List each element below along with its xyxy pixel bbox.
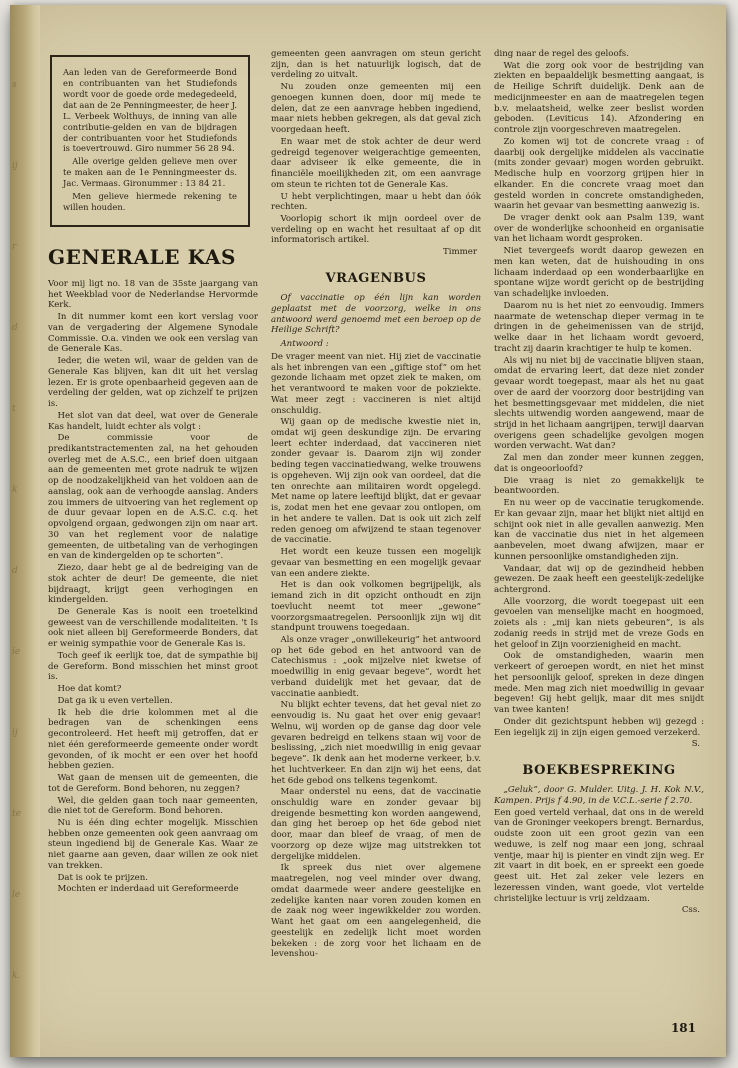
- paragraph: Alle voorzorg, die wordt toegepast uit een gevoelen van menselijke macht en hoogmoed, zoiets als : „mij kan niets gebeuren”, is als zodanig reeds in strijd met de vreze Gods en het geloof in Zijn voorzienigheid en macht.: [494, 596, 704, 650]
- paragraph: ij: [12, 161, 18, 171]
- paragraph: Alle overige gelden gelieve men over te maken aan de 1e Penningmeester ds. Jac. Vermaas. Gironummer : 13 84 21.: [63, 156, 237, 189]
- paragraph: Ik heb die drie kolommen met al die bedragen van de schenkingen eens gecontroleerd. Het heeft mij getroffen, dat er niet één gereformeerde gemeente onder wordt gevonden, of ik mocht er een over het hoofd hebben gezien.: [48, 707, 258, 772]
- paragraph: Het is dan ook volkomen begrijpelijk, als iemand zich in dit opzicht onthoudt en zijn toevlucht neemt tot meer „gewone” voorzorgsmaatregelen. Persoonlijk zijn wij dit standpunt trouwens toegedaan.: [271, 580, 481, 634]
- paragraph: En waar met de stok achter de deur werd gedreigd tegenover weigerachtige gemeenten, daar adviseer ik elke gemeente, die in financiële moeilijkheden zit, om een aanvrage om steun te richten tot de Generale Kas.: [271, 136, 481, 190]
- paragraph: ding naar de regel des geloofs.: [494, 49, 629, 59]
- paragraph: Zal men dan zonder meer kunnen zeggen, dat is ongeoorloofd?: [494, 453, 704, 474]
- paragraph: Mochten er inderdaad uit Gereformeerde: [57, 884, 239, 895]
- magazine-page: [10, 5, 726, 1057]
- paragraph: t: [12, 404, 16, 414]
- paragraph: Onder dit gezichtspunt hebben wij gezegd : Een iegelijk zij in zijn eigen gemoed verzekerd.: [494, 716, 704, 738]
- paragraph: Ieder, die weten wil, waar de gelden van de Generale Kas blijven, kan dit uit het verslag lezen. Er is grote openbaarheid gegeven aan de verdeling der gelden, wat op zichzelf te prijzen is.: [48, 356, 258, 410]
- paragraph: Vandaar, dat wij op de gezindheid hebben gewezen. De zaak heeft een geestelijk-zedelijke achtergrond.: [494, 563, 704, 595]
- paragraph: Ook de omstandigheden, waarin men verkeert of geroepen wordt, en niet het minst het persoonlijk geloof, spreken in deze dingen mede. Men mag zich niet moedwillig in gevaar begeven! Gij hebt gelijk, maar dit mes snijdt van twee kanten!: [494, 651, 704, 716]
- paragraph: Het slot van dat deel, wat over de Generale Kas handelt, luidt echter als volgt :: [48, 410, 258, 432]
- paragraph: Ik spreek dus niet over algemene maatregelen, nog veel minder over dwang, omdat daarmede weer andere geestelijke en zedelijke kanten naar voren zouden komen en de zaak nog weer ingewikkelder zou worden. Want het gaat om een aangelegenheid, die geestelijk en zedelijk licht moet worden bekeken : de zorg voor het lichaam en de levenshou-: [271, 863, 481, 960]
- signature-css: Css.: [681, 905, 700, 916]
- paragraph: De Generale Kas is nooit een troetelkind geweest van de verschillende modaliteiten. 't Is ook niet alleen bij Gereformeerde Bonders, dat er weinig sympathie voor de Generale Kas is.: [48, 607, 258, 650]
- paragraph: Als onze vrager „onwillekeurig” het antwoord op het 6de gebod en het antwoord van de Catechismus : „ook mijzelve niet kwetse of moedwillig in enig gevaar begeve”, wordt het verband duidelijk met het gevaar, dat de vaccinatie aanbiedt.: [271, 634, 481, 699]
- paragraph: Voorlopig schort ik mijn oordeel over de verdeling op en wacht het resultaat af op dit informatorisch artikel.: [271, 214, 481, 246]
- vragenbus-body: [271, 352, 481, 960]
- paragraph: Voor mij ligt no. 18 van de 35ste jaargang van het Weekblad voor de Nederlandse Hervormde Kerk.: [48, 278, 258, 311]
- notice-box: [50, 55, 250, 227]
- paragraph: Een goed verteld verhaal, dat ons in de wereld van de Groninger veekopers brengt. Bernardus, oudste zoon uit een groot gezin van een weduwe, is zelf nog maar een jong, schraal ventje, maar hij is pienter en vindt zijn weg. Er zit vaart in dit boek, en er spreekt een goede geest uit. Het zal zeker vele lezers en lezeressen vinden, want goede, vlot vertelde christelijke lectuur is vrij zeldzaam.: [494, 807, 704, 904]
- paragraph: Toch geef ik eerlijk toe, dat de sympathie bij de Gereform. Bond misschien het minst groot is.: [48, 650, 258, 683]
- boekbespreking-header: „Geluk”, door G. Mulder. Uitg. J. H. Kok N.V., Kampen. Prijs f 4.90, in de V.C.L.-serie f 2.70.: [494, 785, 704, 806]
- paragraph: Niet tevergeefs wordt daarop gewezen en men kan weten, dat de huishouding in ons lichaam inderdaad op een wonderbaarlijke en spontane wijze wordt gericht op de bestrijding van schadelijke invloeden.: [494, 246, 704, 300]
- signature-s: S.: [691, 739, 700, 750]
- paragraph: Zo komen wij tot de concrete vraag : of daarbij ook dergelijke middelen als vaccinatie (mits zonder gevaar) mogen worden gebruikt. Medische hulp en voorzorg grijpen hier in elkander. En die concrete vraag moet dan gesteld worden in concrete omstandigheden, waarin het gevaar van besmetting aanwezig is.: [494, 136, 704, 212]
- paragraph: Nu zouden onze gemeenten mij een genoegen kunnen doen, door mij mede te delen, dat ze een aanvrage hebben ingediend, maar niets hebben gekregen, als dat geval zich voorgedaan heeft.: [271, 82, 481, 136]
- paragraph: Dat is ook te prijzen.: [57, 872, 149, 883]
- paragraph: Wat gaan de mensen uit de gemeenten, die tot de Gereform. Bond behoren, nu zeggen?: [48, 773, 258, 794]
- article-title-boekbespreking: BOEKBESPREKING: [522, 763, 676, 778]
- paragraph: Het wordt een keuze tussen een mogelijk gevaar van besmetting en een mogelijk gevaar van een andere ziekte.: [271, 547, 481, 579]
- page-number: 181: [670, 1021, 696, 1035]
- paragraph: Daarom nu is het niet zo eenvoudig. Immers naarmate de wetenschap dieper vermag in te dringen in de geheimenissen van de strijd, welke daar in het lichaam wordt gevoerd, tracht zij daarin krachtiger te hulp te komen.: [494, 300, 704, 354]
- paragraph: Men gelieve hiermede rekening te willen houden.: [63, 191, 237, 213]
- paragraph: Wij gaan op de medische kwestie niet in, omdat wij geen deskundige zijn. De ervaring leert echter inderdaad, dat vaccineren niet zonder gevaar is. Daarom zijn wij zonder beding tegen vaccinatiedwang, welke trouwens is opgeheven. Wij zijn ook van oordeel, dat die ten onrechte aan militairen wordt opgelegd. Met name op latere leeftijd blijkt, dat er gevaar is, zodat men het ene gevaar zou ontlopen, om in het andere te vallen. Dat is ook uit zich zelf reden genoeg om afwijzend te staan tegenover de vaccinatie.: [271, 417, 481, 546]
- paragraph: Ziezo, daar hebt ge al de bedreiging van de stok achter de deur! De gemeente, die niet bijdraagt, krijgt geen verhogingen en kindergelden.: [48, 563, 258, 606]
- paragraph: Wat die zorg ook voor de bestrijding van ziekten en bepaaldelijk besmetting aangaat, is de Heilige Schrift duidelijk. Denk aan de medicijnmeester en aan de maatregelen tegen b.v. melaatsheid, welke zeer beslist worden geboden. (Leviticus 14). Afzondering en controle zijn voorgeschreven maatregelen.: [494, 60, 704, 136]
- signature-timmer: Timmer: [443, 247, 477, 258]
- paragraph: Nu is één ding echter mogelijk. Misschien hebben onze gemeenten ook geen aanvraag om steun ingediend bij de Generale Kas. Waar ze niet gaarne aan geven, daar willen ze ook niet van trekken.: [48, 817, 258, 871]
- vragenbus-answer-label: Antwoord :: [280, 339, 329, 350]
- paragraph: De commissie voor de predikantstractementen zal, na het gehouden overleg met de A.S.C., een brief doen uitgaan aan de gemeenten met grote nadruk te wijzen op de noodzakelijkheid van het voldoen aan de aanslag, ook aan de verhoogde aanslag. Anders zou immers de uitvoering van het reglement op de duur gevaar lopen en de A.S.C. c.q. het opvolgend orgaan, gedwongen zijn om naar art. 30 van het reglement voor de nalatige gemeenten, de uitbetaling van de verhogingen en van de kindergelden op te schorten”.: [48, 433, 258, 562]
- paragraph: Maar onderstel nu eens, dat de vaccinatie onschuldig ware en zonder gevaar bij dreigende besmetting kon worden aangewend, dan ging het beroep op het 6de gebod niet door, maar dan bleef de vraag, of men de voorzorg op deze wijze mag uitstrekken tot dergelijke middelen.: [271, 787, 481, 862]
- paragraph: k: [12, 485, 18, 495]
- paragraph: De vrager meent van niet. Hij ziet de vaccinatie als het inbrengen van een „giftige stof” om het gezonde lichaam met opzet ziek te maken, om het verantwoord te maken voor de pokziekte. Wat meer zegt : vaccineren is niet altijd onschuldig.: [271, 351, 481, 416]
- paragraph: le: [12, 890, 21, 900]
- paragraph: Nu blijkt echter tevens, dat het geval niet zo eenvoudig is. Nu gaat het over enig gevaar! Welnu, wij worden op de ganse dag door vele gevaren bedreigd en telkens staan wij voor de beslissing, „zich niet moedwillig in enig gevaar begeve”. Ik denk aan het moderne verkeer, b.v. het luchtverkeer. En dan zijn wij het eens, dat het 6de gebod ons telkens tegenkomt.: [271, 700, 481, 786]
- article-title-vragenbus: VRAGENBUS: [325, 270, 427, 286]
- generale-kas-body: [48, 279, 258, 895]
- column-left: [48, 49, 258, 1039]
- generale-kas-continuation: [271, 49, 481, 246]
- column-middle: [271, 49, 481, 1039]
- paragraph: Hoe dat komt?: [57, 684, 122, 695]
- paragraph: ij: [12, 728, 18, 738]
- paragraph: Aan leden van de Gereformeerde Bond en contribuanten van het Studiefonds wordt voor de goede orde medegedeeld, dat aan de 2e Penningmeester, de heer J. L. Verbeek Wolthuys, de inning van alle contributie-gelden en van de bijdragen der contribuanten voor het Studiefonds is toevertrouwd. Giro nummer 56 28 94.: [63, 67, 237, 154]
- paragraph: d: [12, 566, 18, 576]
- paragraph: te: [12, 809, 21, 819]
- paragraph: k.: [12, 971, 21, 981]
- paragraph: U hebt verplichtingen, maar u hebt dan óók rechten.: [271, 191, 481, 213]
- paragraph: d: [12, 323, 18, 333]
- paragraph: ie: [12, 647, 21, 657]
- vragenbus-question: Of vaccinatie op één lijn kan worden geplaatst met de voorzorg, welke in ons antwoord werd genoemd met een beroep op de Heilige Schrift?: [271, 293, 481, 336]
- paragraph: Dat ga ik u even vertellen.: [57, 695, 173, 706]
- article-title-generale-kas: GENERALE KAS: [48, 244, 236, 269]
- paragraph: De vrager denkt ook aan Psalm 139, want over de wonderlijke schoonheid en organisatie van het lichaam wordt gesproken.: [494, 213, 704, 245]
- paragraph: En nu weer op de vaccinatie terugkomende. Er kan gevaar zijn, maar het blijkt niet altijd en schijnt ook niet in alle gevallen aanwezig. Men kan de vaccinatie dus niet in het algemeen aanbevelen, moet dwang afwijzen, maar er kunnen persoonlijke omstandigheden zijn.: [494, 498, 704, 562]
- page-content: [48, 49, 704, 1039]
- paragraph: r: [12, 242, 17, 252]
- binding-edge: [10, 5, 40, 1057]
- paragraph: Als wij nu niet bij de vaccinatie blijven staan, omdat de ervaring leert, dat deze niet zonder gevaar wordt toegepast, maar als het nu gaat over de aard der voorzorg door bestrijding van het besmettingsgevaar met middelen, die niet slechts uitwendig worden aangewend, maar de strijd in het lichaam aangrijpen, terwijl daarvan overigens geen schadelijke gevolgen mogen worden verwacht. Wat dan?: [494, 355, 704, 452]
- paragraph: In dit nummer komt een kort verslag voor van de vergadering der Algemene Synodale Commissie. O.a. vinden we ook een verslag van de Generale Kas.: [48, 312, 258, 355]
- boekbespreking-body: [494, 808, 704, 905]
- paragraph: s: [12, 80, 17, 90]
- paragraph: gemeenten geen aanvragen om steun gericht zijn, dan is het natuurlijk logisch, dat de verdeling zo uitvalt.: [271, 49, 481, 81]
- paragraph: Die vraag is niet zo gemakkelijk te beantwoorden.: [494, 475, 704, 497]
- column-right: [494, 49, 704, 1039]
- vragenbus-continuation: [494, 49, 704, 738]
- paragraph: Wel, die gelden gaan toch naar gemeenten, die niet tot de Gereform. Bond behoren.: [48, 795, 258, 817]
